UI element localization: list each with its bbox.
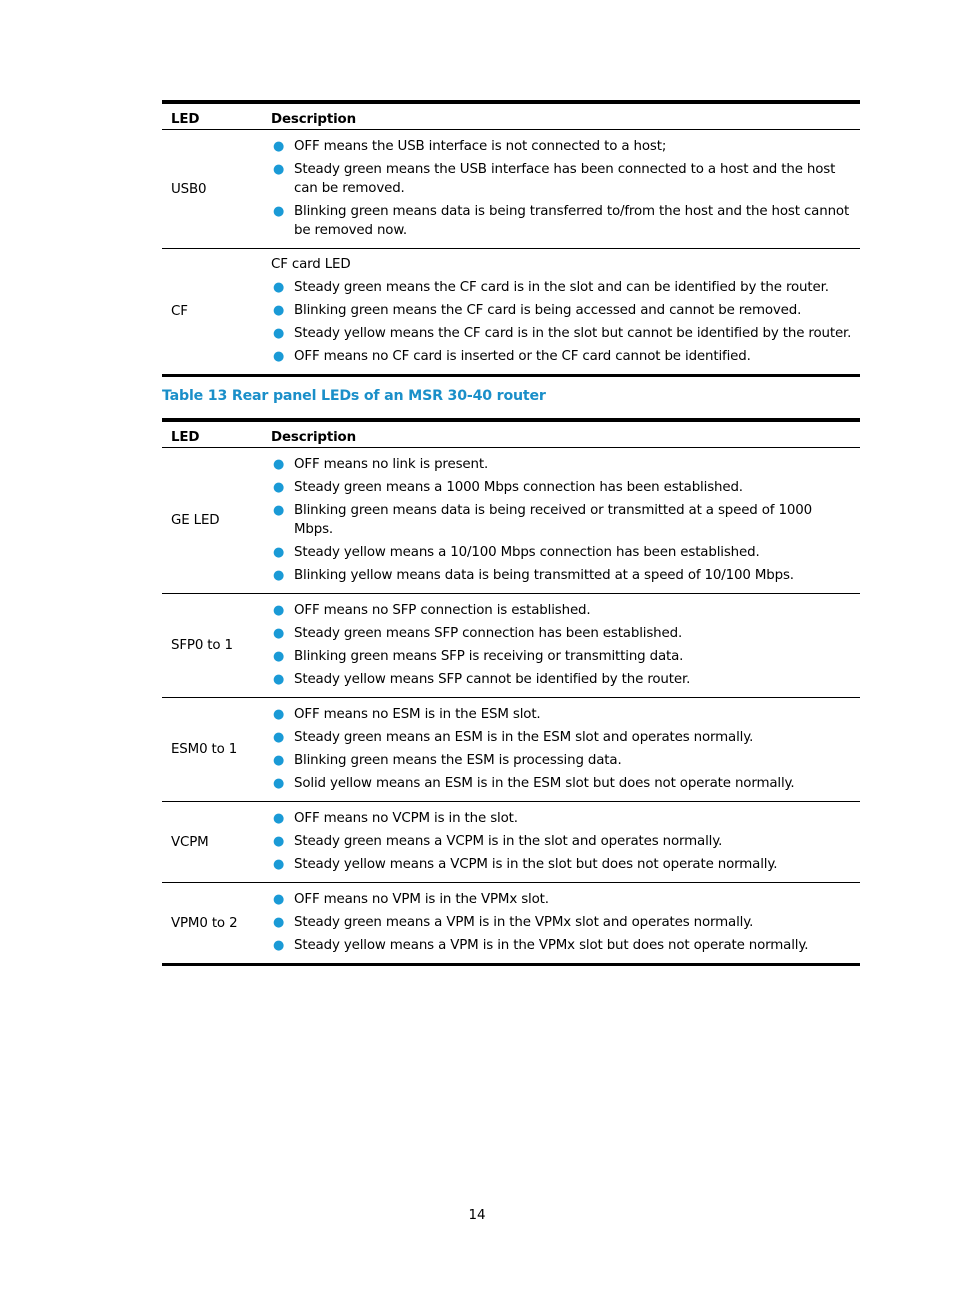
led-name: GE LED [171, 513, 220, 528]
bullet-icon: ● [273, 349, 285, 364]
list-item: ● Solid yellow means an ESM is in the ESM slot but does not operate normally. [273, 776, 795, 791]
page-number: 14 [468, 1208, 486, 1223]
led-name: VCPM [162, 802, 271, 883]
bullet-icon: ● [273, 139, 285, 154]
table-caption: Table 13 Rear panel LEDs of an MSR 30-40 router [162, 388, 546, 404]
bullet-icon: ● [273, 649, 285, 664]
table-row [162, 594, 860, 698]
bullet-icon: ● [273, 280, 285, 295]
list-item: ● OFF means no CF card is inserted or the CF card cannot be identified. [273, 349, 751, 364]
led-description [271, 802, 860, 883]
table-row [162, 448, 860, 594]
list-item: ● Steady yellow means SFP cannot be identified by the router. [273, 672, 691, 687]
list-item: ● Steady green means an ESM is in the ESM slot and operates normally. [273, 730, 754, 745]
list-item: ● Steady green means a VCPM is in the slot and operates normally. [273, 834, 723, 849]
led-name: SFP0 to 1 [162, 594, 271, 698]
led-table-continued [162, 100, 860, 377]
led-description [271, 249, 860, 376]
list-item: ● Steady green means SFP connection has been established. [273, 626, 683, 641]
description-list [271, 705, 852, 793]
list-item: ● OFF means the USB interface is not connected to a host; [273, 139, 667, 154]
rear-panel-led-table [162, 418, 860, 966]
led-description [271, 883, 860, 965]
description-intro: CF card LED [271, 257, 351, 272]
led-description [271, 130, 860, 249]
bullet-icon: ● [273, 753, 285, 768]
list-item: ● Steady yellow means the CF card is in the slot but cannot be identified by the router. [273, 326, 852, 341]
table-row [162, 802, 860, 883]
list-item: ● OFF means no SFP connection is established. [273, 603, 591, 618]
bullet-icon: ● [273, 626, 285, 641]
bullet-icon: ● [273, 303, 285, 318]
bullet-icon: ● [273, 326, 285, 341]
bullet-icon: ● [273, 503, 285, 518]
led-name: CF [162, 249, 271, 376]
led-name: VPM0 to 2 [162, 883, 271, 965]
list-item: ● Steady yellow means a VCPM is in the slot but does not operate normally. [273, 857, 778, 872]
table-row [162, 130, 860, 249]
bullet-icon: ● [273, 480, 285, 495]
bullet-icon: ● [273, 162, 285, 177]
led-description [271, 698, 860, 802]
column-header-description: Description [271, 420, 860, 448]
description-list [271, 278, 852, 366]
list-item: ● Steady green means a 1000 Mbps connection has been established. [273, 480, 743, 495]
bullet-icon: ● [273, 776, 285, 791]
bullet-icon: ● [273, 938, 285, 953]
led-name: USB0 [171, 181, 207, 197]
list-item: ● Steady green means a VPM is in the VPMx slot and operates normally. [273, 915, 754, 930]
list-item: ● OFF means no VPM is in the VPMx slot. [273, 892, 549, 907]
list-item: ● Blinking green means data is being transferred to/from the host and the host cannot be removed now. [273, 204, 850, 238]
led-description [271, 448, 860, 594]
table-header-row [162, 420, 860, 448]
led-description [271, 594, 860, 698]
bullet-icon: ● [273, 730, 285, 745]
bullet-icon: ● [273, 915, 285, 930]
bullet-icon: ● [273, 707, 285, 722]
bullet-icon: ● [273, 457, 285, 472]
bullet-icon: ● [273, 603, 285, 618]
table-row [162, 249, 860, 376]
description-list [271, 601, 852, 689]
led-name: ESM0 to 1 [162, 698, 271, 802]
column-header-led: LED [162, 420, 271, 448]
list-item: ● Blinking green means the ESM is processing data. [273, 753, 622, 768]
list-item: ● Blinking green means the CF card is being accessed and cannot be removed. [273, 303, 802, 318]
table-row [162, 883, 860, 965]
bullet-icon: ● [273, 545, 285, 560]
table-row [162, 698, 860, 802]
table-header-row [162, 102, 860, 130]
list-item: ● Blinking green means data is being received or transmitted at a speed of 1000 Mbps. [273, 503, 812, 537]
list-item: ● OFF means no ESM is in the ESM slot. [273, 707, 541, 722]
list-item: ● Steady yellow means a 10/100 Mbps connection has been established. [273, 545, 760, 560]
list-item: ● OFF means no VCPM is in the slot. [273, 811, 518, 826]
bullet-icon: ● [273, 857, 285, 872]
description-list [271, 890, 852, 955]
bullet-icon: ● [273, 672, 285, 687]
bullet-icon: ● [273, 892, 285, 907]
column-header-led: LED [162, 102, 271, 130]
list-item: ● Blinking yellow means data is being transmitted at a speed of 10/100 Mbps. [273, 568, 794, 583]
bullet-icon: ● [273, 834, 285, 849]
list-item: ● Blinking green means SFP is receiving or transmitting data. [273, 649, 684, 664]
list-item: ● Steady green means the CF card is in the slot and can be identified by the router. [273, 280, 829, 295]
list-item: ● OFF means no link is present. [273, 457, 489, 472]
description-list [271, 809, 852, 874]
bullet-icon: ● [273, 811, 285, 826]
list-item: ● Steady green means the USB interface has been connected to a host and the host can be removed. [273, 162, 836, 196]
bullet-icon: ● [273, 568, 285, 583]
column-header-description: Description [271, 102, 860, 130]
description-list [271, 137, 852, 240]
list-item: ● Steady yellow means a VPM is in the VPMx slot but does not operate normally. [273, 938, 809, 953]
description-list [271, 455, 852, 585]
bullet-icon: ● [273, 204, 285, 219]
